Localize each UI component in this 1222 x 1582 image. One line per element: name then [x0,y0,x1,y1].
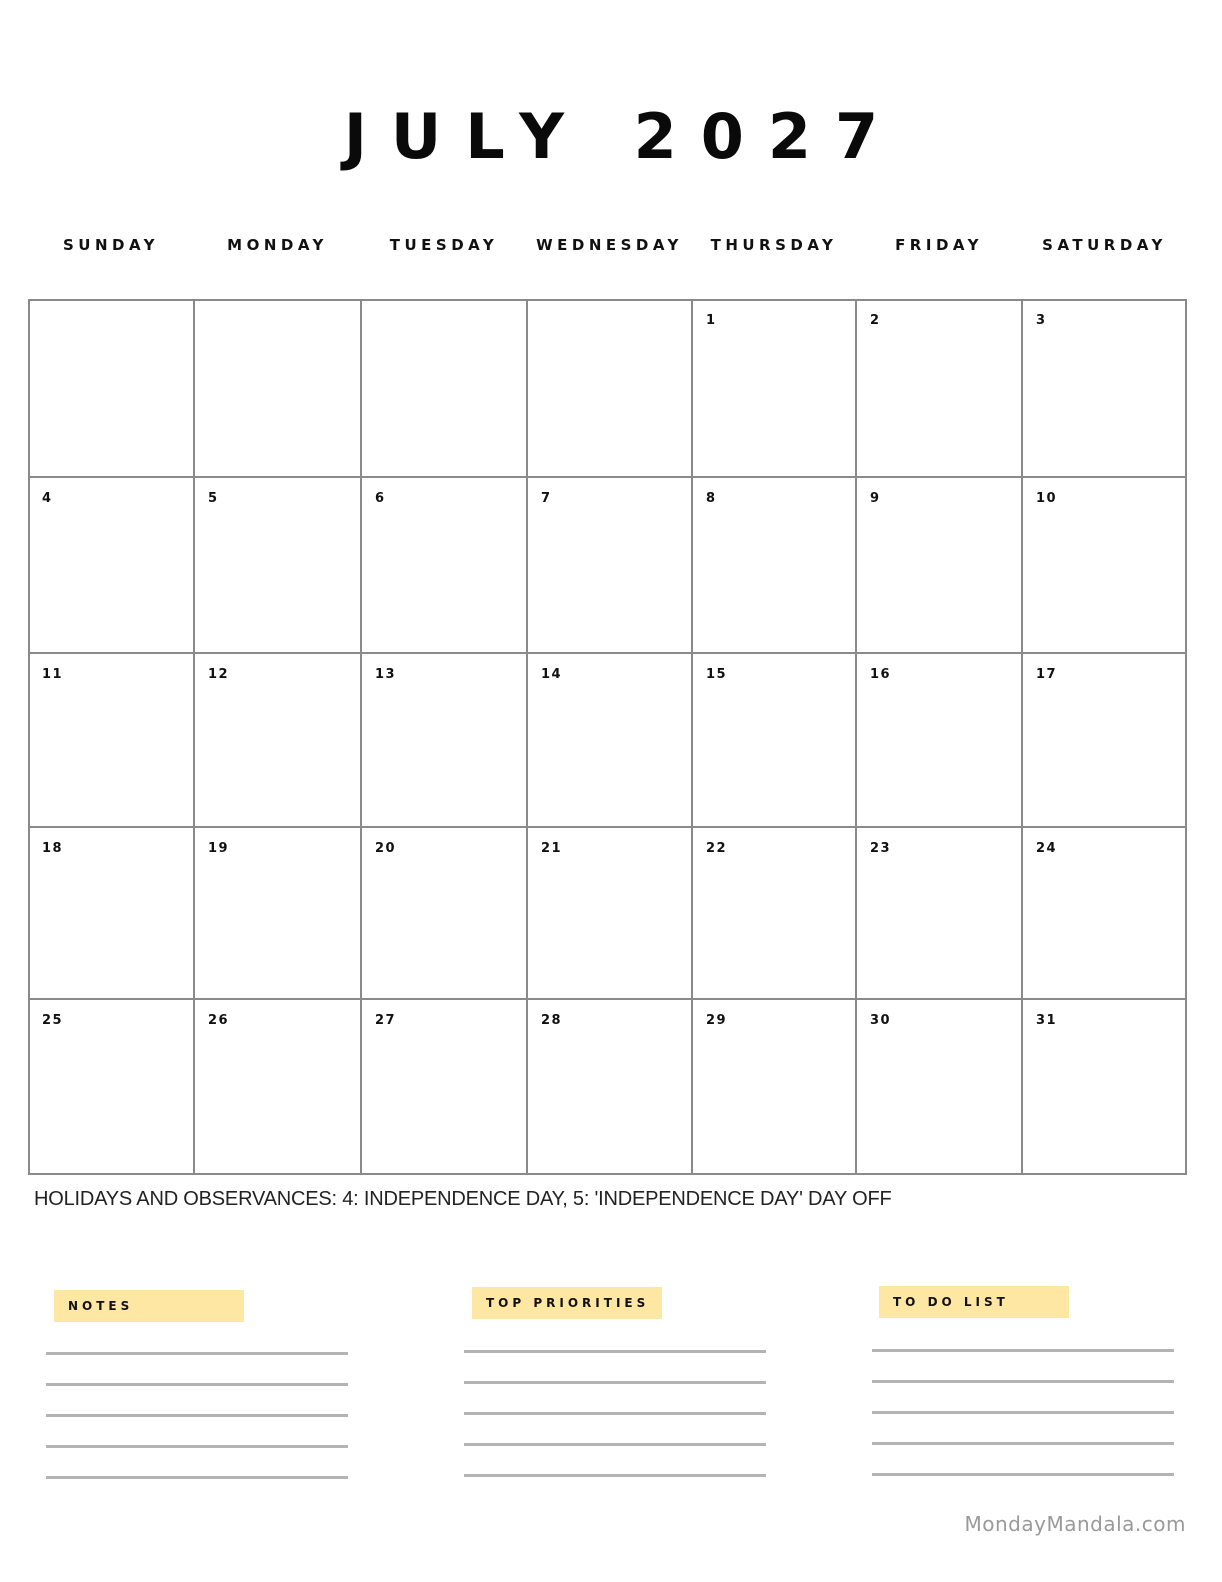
day-cell[interactable] [30,829,192,999]
day-cell[interactable] [1024,1001,1185,1171]
day-cell[interactable] [858,301,1020,471]
day-number: 24 [1036,841,1058,856]
notes-label: NOTES [54,1290,244,1322]
day-cell[interactable] [529,301,690,471]
day-cell[interactable] [30,479,192,649]
weekday-monday: MONDAY [227,236,328,254]
writing-line[interactable] [46,1445,348,1448]
writing-line[interactable] [872,1380,1174,1383]
day-number: 15 [706,667,728,682]
weekday-thursday: THURSDAY [710,236,838,254]
writing-line[interactable] [464,1381,766,1384]
day-number: 28 [541,1013,563,1028]
day-cell[interactable] [30,1001,192,1171]
grid-divider [28,826,1187,828]
writing-line[interactable] [872,1473,1174,1476]
day-cell[interactable] [363,1001,525,1171]
writing-line[interactable] [46,1352,348,1355]
day-cell[interactable] [1024,829,1185,999]
day-cell[interactable] [196,301,359,471]
grid-divider [360,299,362,1175]
day-cell[interactable] [858,479,1020,649]
day-cell[interactable] [529,479,690,649]
day-cell[interactable] [196,1001,359,1171]
day-number: 8 [706,491,717,506]
weekday-tuesday: TUESDAY [389,236,499,254]
day-number: 21 [541,841,563,856]
day-cell[interactable] [694,301,854,471]
writing-line[interactable] [464,1412,766,1415]
day-number: 17 [1036,667,1058,682]
weekday-wednesday: WEDNESDAY [536,236,683,254]
day-number: 30 [870,1013,892,1028]
grid-divider [28,476,1187,478]
day-number: 2 [870,313,881,328]
day-number: 12 [208,667,230,682]
weekday-sunday: SUNDAY [62,236,160,254]
day-number: 20 [375,841,397,856]
day-cell[interactable] [858,1001,1020,1171]
day-cell[interactable] [1024,655,1185,825]
day-cell[interactable] [694,479,854,649]
writing-line[interactable] [46,1476,348,1479]
day-number: 9 [870,491,881,506]
day-number: 18 [42,841,64,856]
day-number: 3 [1036,313,1047,328]
day-number: 16 [870,667,892,682]
writing-line[interactable] [872,1411,1174,1414]
writing-line[interactable] [464,1350,766,1353]
day-cell[interactable] [363,829,525,999]
day-number: 31 [1036,1013,1058,1028]
day-cell[interactable] [196,479,359,649]
day-cell[interactable] [363,301,525,471]
day-number: 5 [208,491,219,506]
day-number: 26 [208,1013,230,1028]
day-number: 23 [870,841,892,856]
grid-divider [691,299,693,1175]
day-cell[interactable] [694,655,854,825]
writing-line[interactable] [464,1443,766,1446]
day-number: 7 [541,491,552,506]
weekday-friday: FRIDAY [895,236,983,254]
day-number: 11 [42,667,64,682]
day-cell[interactable] [1024,301,1185,471]
top-priorities-label: TOP PRIORITIES [472,1287,662,1319]
day-cell[interactable] [858,655,1020,825]
grid-divider [193,299,195,1175]
writing-line[interactable] [46,1414,348,1417]
weekday-saturday: SATURDAY [1042,236,1167,254]
writing-line[interactable] [46,1383,348,1386]
page-title: JULY 2027 [343,100,903,173]
day-cell[interactable] [363,655,525,825]
day-number: 4 [42,491,53,506]
day-cell[interactable] [529,1001,690,1171]
grid-divider [855,299,857,1175]
grid-divider [28,652,1187,654]
day-cell[interactable] [196,655,359,825]
holidays-note: HOLIDAYS AND OBSERVANCES: 4: INDEPENDENCE DAY, 5: 'INDEPENDENCE DAY' DAY OFF [34,1188,892,1210]
writing-line[interactable] [872,1349,1174,1352]
grid-divider [526,299,528,1175]
day-cell[interactable] [529,829,690,999]
day-number: 25 [42,1013,64,1028]
grid-divider [1021,299,1023,1175]
watermark: MondayMandala.com [964,1512,1186,1536]
writing-line[interactable] [872,1442,1174,1445]
day-cell[interactable] [363,479,525,649]
day-cell[interactable] [694,1001,854,1171]
day-number: 10 [1036,491,1058,506]
day-number: 19 [208,841,230,856]
day-cell[interactable] [196,829,359,999]
day-cell[interactable] [30,655,192,825]
day-number: 13 [375,667,397,682]
day-number: 6 [375,491,386,506]
day-cell[interactable] [30,301,192,471]
todo-label: TO DO LIST [879,1286,1069,1318]
day-cell[interactable] [694,829,854,999]
day-cell[interactable] [858,829,1020,999]
day-cell[interactable] [529,655,690,825]
day-number: 14 [541,667,563,682]
writing-line[interactable] [464,1474,766,1477]
day-number: 22 [706,841,728,856]
day-number: 1 [706,313,717,328]
day-number: 27 [375,1013,397,1028]
day-number: 29 [706,1013,728,1028]
day-cell[interactable] [1024,479,1185,649]
